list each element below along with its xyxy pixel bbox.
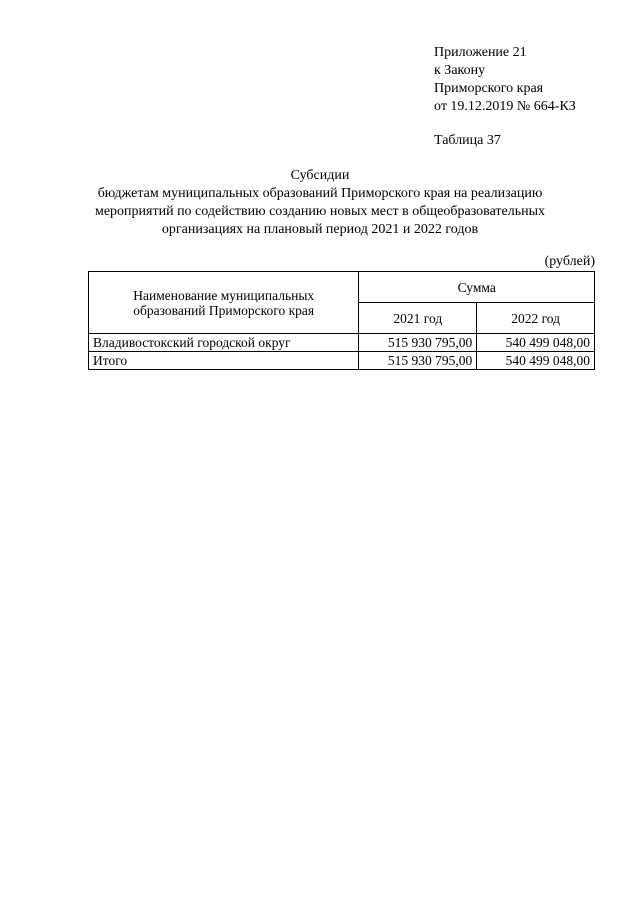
appendix-line: к Закону <box>434 63 486 78</box>
title-line: Субсидии <box>290 168 350 183</box>
header-name <box>89 272 359 334</box>
subsidy-table <box>88 271 595 370</box>
title-line: мероприятий по содействию созданию новых мест в общеобразовательных <box>94 204 546 219</box>
total-value-2021: 515 930 795,00 <box>359 352 477 370</box>
header-sum: Сумма <box>359 272 595 303</box>
table-reference: Таблица 37 <box>434 133 501 148</box>
table-header-row <box>89 272 595 303</box>
appendix-line: Приморского края <box>434 81 544 96</box>
row-name: Владивостокский городской округ <box>89 334 359 352</box>
units-label: (рублей) <box>544 254 595 269</box>
total-row <box>89 352 595 370</box>
header-year-2021: 2021 год <box>359 303 477 334</box>
total-label: Итого <box>89 352 359 370</box>
appendix-line: от 19.12.2019 № 664-КЗ <box>434 99 576 114</box>
header-name-line: Наименование муниципальных <box>133 287 315 303</box>
table-row <box>89 334 595 352</box>
document-title <box>60 167 580 239</box>
title-line: бюджетам муниципальных образований Приморского края на реализацию <box>97 186 543 201</box>
appendix-block <box>434 44 576 116</box>
header-year-2022: 2022 год <box>477 303 595 334</box>
row-value-2022: 540 499 048,00 <box>477 334 595 352</box>
total-value-2022: 540 499 048,00 <box>477 352 595 370</box>
header-name-line: образований Приморского края <box>133 302 315 318</box>
appendix-line: Приложение 21 <box>434 45 527 60</box>
row-value-2021: 515 930 795,00 <box>359 334 477 352</box>
title-line: организациях на плановый период 2021 и 2022 годов <box>161 222 479 237</box>
